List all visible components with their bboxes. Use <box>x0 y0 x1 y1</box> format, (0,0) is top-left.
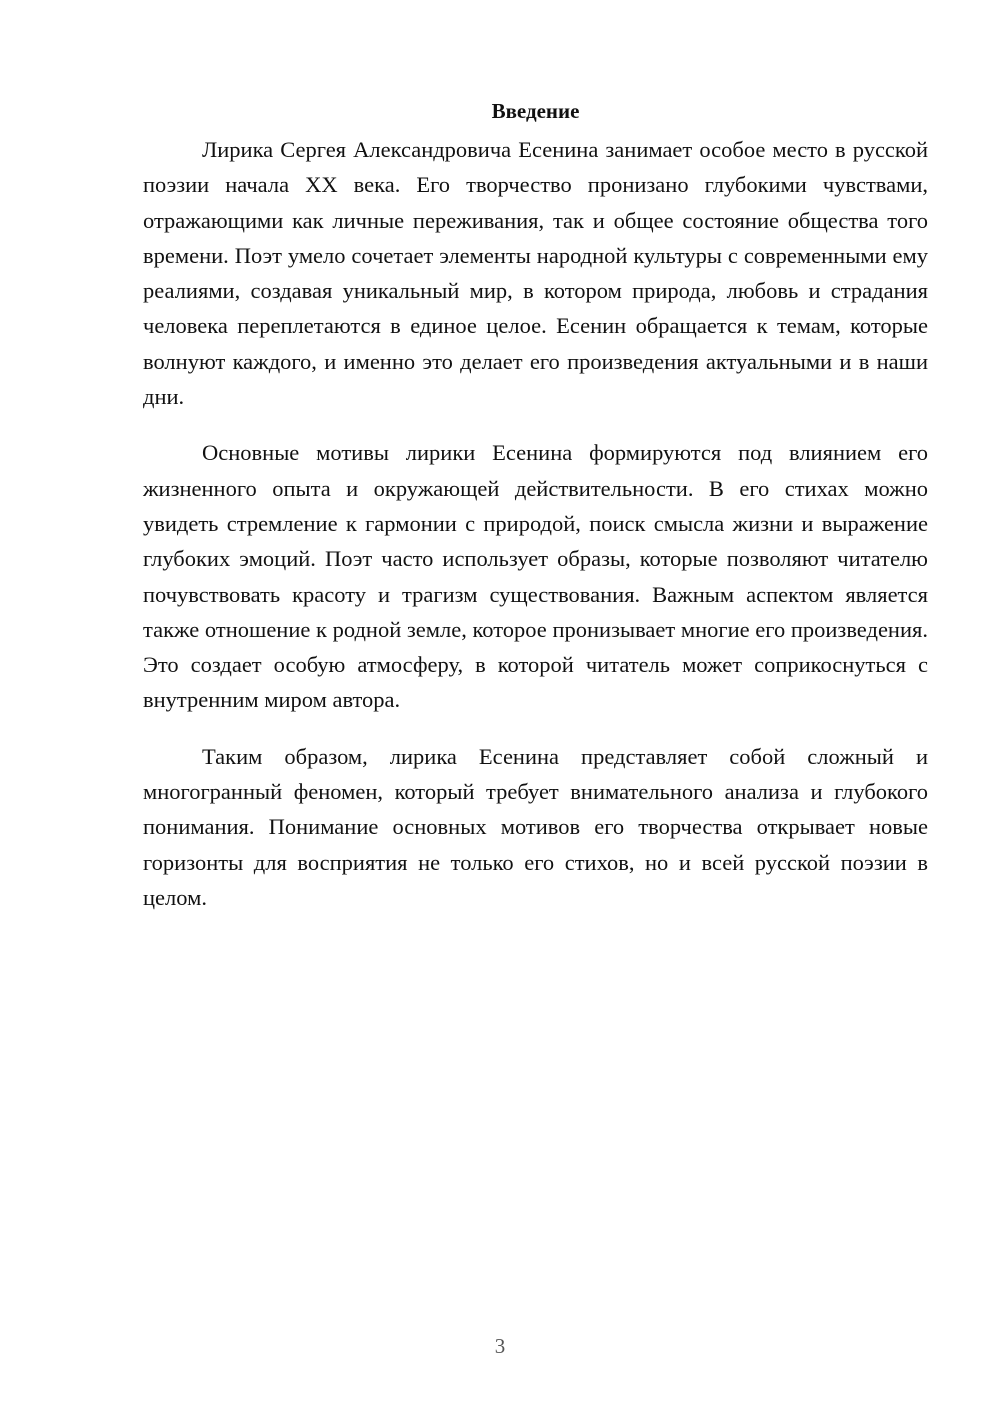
page-number: 3 <box>494 1334 506 1358</box>
paragraph-2: Основные мотивы лирики Есенина формируются под влиянием его жизненного опыта и окружающей действительности. В его стихах можно увидеть стремление к гармонии с природой, поиск смысла жизни и выражение глубоких эмоций. Поэт часто использует образы, которые позволяют читателю почувствовать красоту и трагизм существования. Важным аспектом является также отношение к родной земле, которое пронизывает многие его произведения. Это создает особую атмосферу, в которой читатель может соприкоснуться с внутренним миром автора. <box>143 440 928 713</box>
paragraph-1: Лирика Сергея Александровича Есенина занимает особое место в русской поэзии начала XX века. Его творчество пронизано глубокими чувствами, отражающими как личные переживания, так и общее состояние общества того времени. Поэт умело сочетает элементы народной культуры с современными ему реалиями, создавая уникальный мир, в котором природа, любовь и страдания человека переплетаются в единое целое. Есенин обращается к темам, которые волнуют каждого, и именно это делает его произведения актуальными и в наши дни. <box>143 137 928 410</box>
page-content <box>143 96 928 936</box>
paragraph-3: Таким образом, лирика Есенина представляет собой сложный и многогранный феномен, который требует внимательного анализа и глубокого понимания. Понимание основных мотивов его творчества открывает новые горизонты для восприятия не только его стихов, но и всей русской поэзии в целом. <box>143 743 928 910</box>
section-heading: Введение <box>491 99 580 123</box>
